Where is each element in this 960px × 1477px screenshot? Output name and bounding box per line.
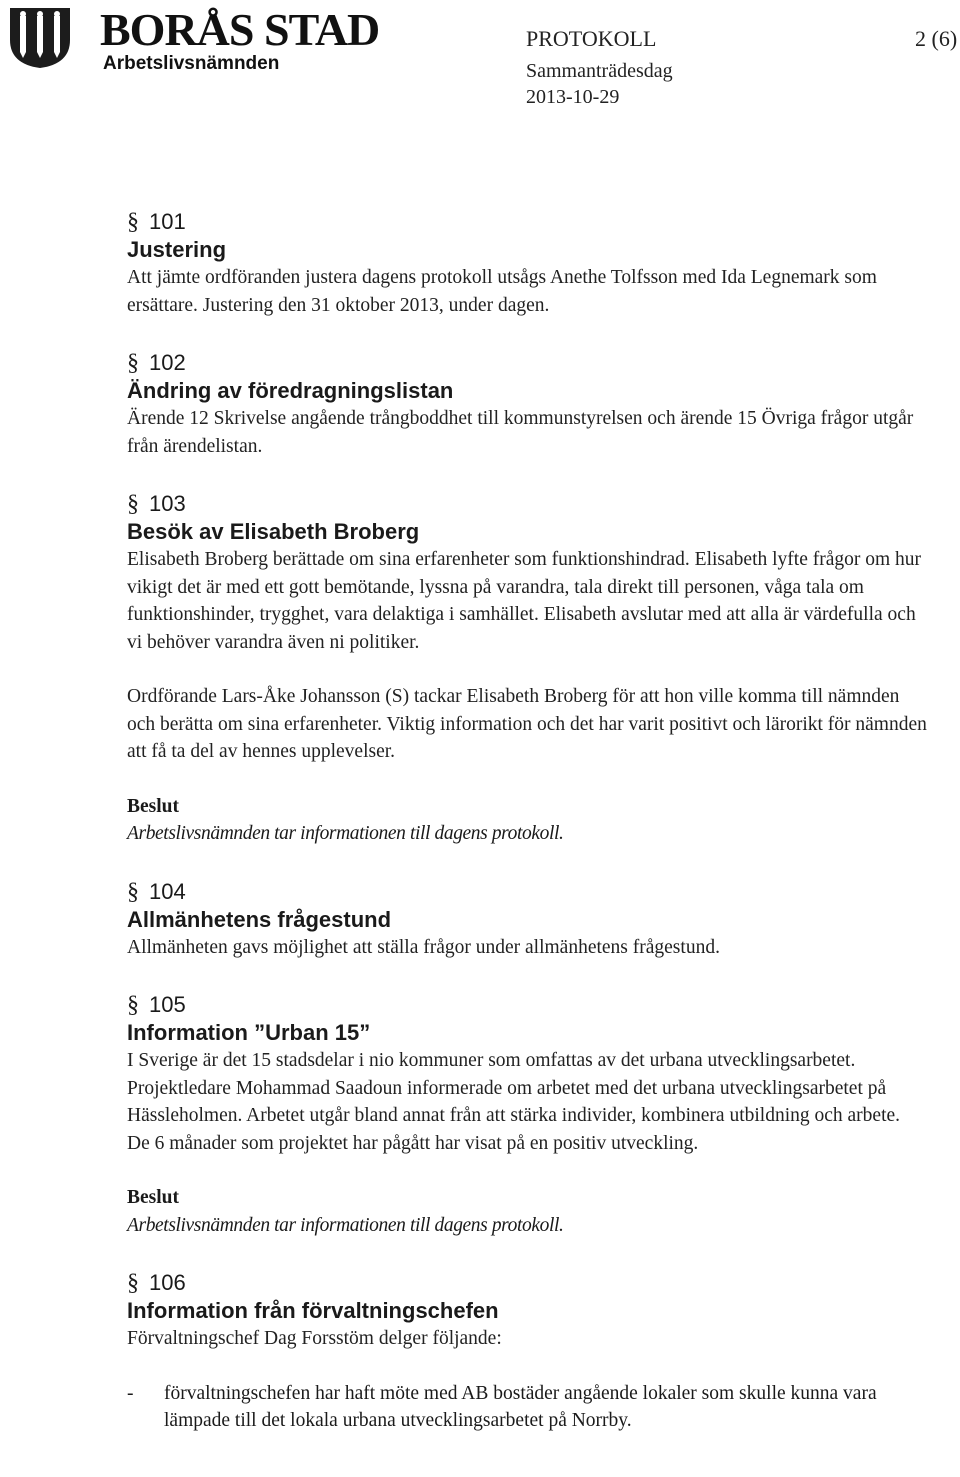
document-type: PROTOKOLL [526,26,657,51]
protocol-body [127,208,927,1465]
page-number: 2 (6) [915,26,958,51]
city-crest-icon [6,6,74,70]
organization-subtitle: Arbetslivsnämnden [103,53,280,74]
decision-text: Arbetslivsnämnden tar informationen till dagens protokoll. [127,1214,564,1236]
section-105 [127,991,927,1239]
section-sign-icon: § [127,878,139,905]
section-sign-icon: § [127,1270,139,1296]
bullet-marker: - [127,1382,134,1404]
section-number: § 101 [127,209,186,235]
section-number: § 102 [127,350,186,376]
section-title: Justering [127,237,227,262]
section-101 [127,208,927,319]
section-paragraph: Elisabeth Broberg berättade om sina erfarenheter som funktionshindrad. Elisabeth lyfte frågor om hur vikigt det är med ett gott bemötande, lyssna på varandra, tala direkt till personen, våga tala om funktionshinder, trygghet, vara delaktiga i samhället. Elisabeth avslutar med att alla är värdefulla och vi behöver varandra även ni politiker. [127,549,922,653]
organization-name: BORÅS STAD [100,4,380,55]
section-number: § 104 [127,878,186,905]
section-title: Ändring av föredragningslistan [127,378,454,403]
decision-text: Arbetslivsnämnden tar informationen till dagens protokoll. [127,823,564,844]
list-item-text: förvaltningschefen har haft möte med AB bostäder angående lokaler som skulle kunna vara lämpade till det lokala urbana utvecklingsarbetet på Norrby. [164,1382,877,1431]
decision-heading: Beslut [127,1187,180,1208]
section-sign-icon: § [127,209,139,235]
section-sign-icon: § [127,491,139,517]
section-title: Besök av Elisabeth Broberg [127,519,420,544]
section-paragraph: Ordförande Lars-Åke Johansson (S) tackar Elisabeth Broberg för att hon ville komma till nämnden och berätta om sina erfarenheter. Viktig information och det har varit positivt och lärorikt för nämnden att få ta del av hennes upplevelser. [127,686,927,762]
list-item [127,1380,927,1435]
section-title: Information ”Urban 15” [127,1020,371,1045]
section-text: Allmänheten gavs möjlighet att ställa frågor under allmänhetens frågestund. [127,936,720,958]
section-text: Att jämte ordföranden justera dagens protokoll utsågs Anethe Tolfsson med Ida Legnemark som ersättare. Justering den 31 oktober 2013, under dagen. [127,267,877,316]
section-106 [127,1269,927,1435]
section-sign-icon: § [127,992,139,1018]
section-104 [127,878,927,962]
section-number: § 105 [127,992,186,1018]
section-number: § 103 [127,491,186,517]
section-102 [127,349,927,460]
section-title: Allmänhetens frågestund [127,906,392,932]
section-title: Information från förvaltningschefen [127,1298,499,1323]
meeting-date: 2013-10-29 [526,86,620,108]
section-text: I Sverige är det 15 stadsdelar i nio kommuner som omfattas av det urbana utvecklingsarbetet. Projektledare Mohammad Saadoun informerade om arbetet med det urbana utvecklingsarbetet på Hässleholmen. Arbetet utgår bland annat från att stärka individer, kombinera utbildning och arbete. De 6 månader som projektet har pågått har visat på en positiv utveckling. [127,1050,901,1154]
section-103 [127,490,927,848]
city-logo [6,6,74,70]
section-sign-icon: § [127,350,139,376]
decision-heading: Beslut [127,795,180,817]
section-text: Förvaltningschef Dag Forsstöm delger följande: [127,1328,502,1349]
section-number: § 106 [127,1270,186,1296]
meeting-label: Sammanträdesdag [526,60,673,82]
section-text: Ärende 12 Skrivelse angående trångboddhet till kommunstyrelsen och ärende 15 Övriga frågor utgår från ärendelistan. [127,408,914,457]
